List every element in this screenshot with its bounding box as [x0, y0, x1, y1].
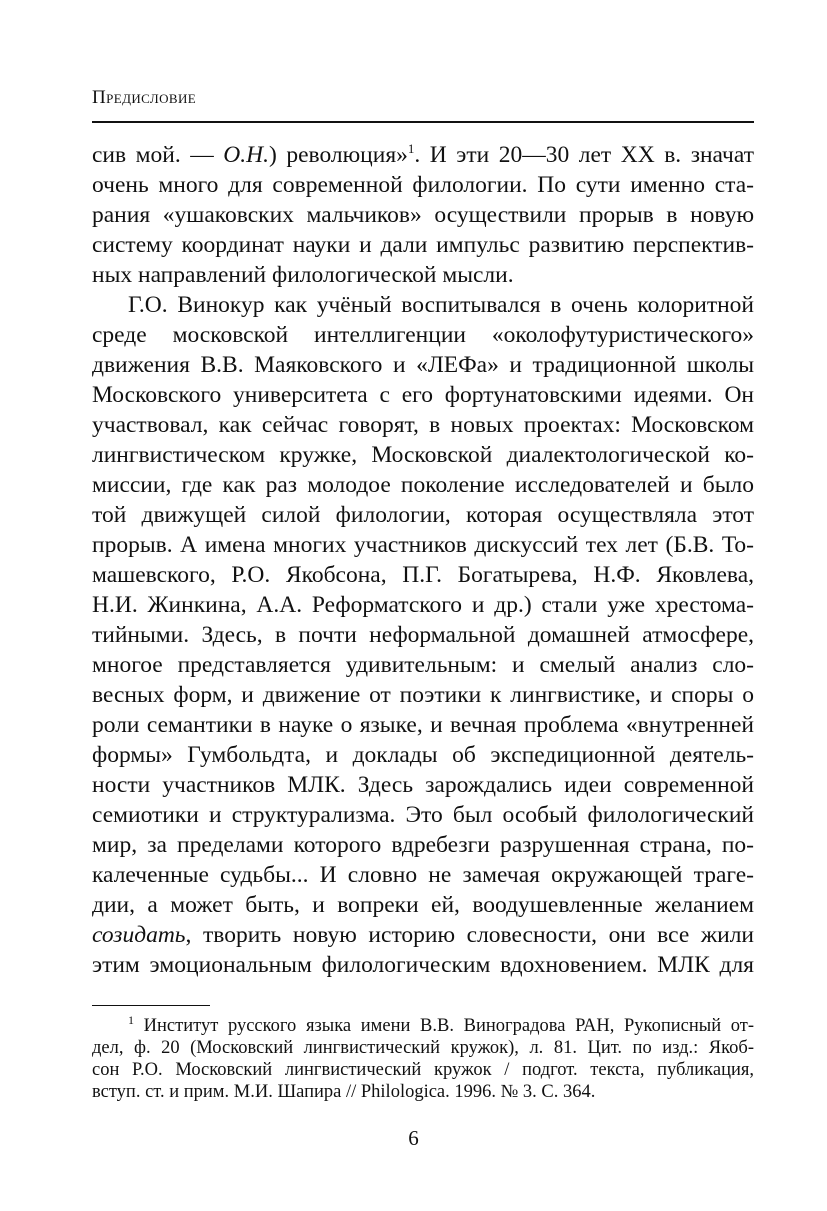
- text-line: сив мой. — О.Н.) революция»$^1$. И эти 20—30 лет XX в. значат: [92, 141, 754, 168]
- running-head: Предисловие: [92, 87, 197, 108]
- text-line: прорыв. А имена многих участников дискуссий тех лет (Б.В. То-: [92, 532, 754, 558]
- text-line: Н.И. Жинкина, А.А. Реформатского и др.) стали уже хрестома-: [92, 592, 754, 618]
- text-line: участвовал, как сейчас говорят, в новых проектах: Московском: [92, 412, 754, 438]
- text-line: рания «ушаковских мальчиков» осуществили прорыв в новую: [92, 202, 754, 228]
- italic-word: созидать: [92, 922, 186, 948]
- text-line: Московского университета с его фортунатовскими идеями. Он: [92, 382, 754, 408]
- text-line: созидать, творить новую историю словесности, они все жили: [92, 922, 754, 948]
- footnote-line: дел, ф. 20 (Московский лингвистический кружок), л. 81. Цит. по изд.: Якоб-: [92, 1038, 754, 1058]
- footnote-number: 1: [128, 1012, 134, 1027]
- body-text: [92, 140, 754, 980]
- text-line: Г.О. Винокур как учёный воспитывался в очень колоритной: [128, 292, 754, 318]
- text-line: ных направлений филологической мысли.: [92, 262, 514, 288]
- text-line: весных форм, и движение от поэтики к лингвистике, и споры о: [92, 682, 754, 708]
- text-line: машевского, Р.О. Якобсона, П.Г. Богатырева, Н.Ф. Яковлева,: [92, 562, 754, 588]
- text-line: дии, а может быть, и вопреки ей, воодушевленные желанием: [92, 892, 754, 918]
- text-line: лингвистическом кружке, Московской диалектологической ко-: [92, 442, 754, 468]
- text-line: очень много для современной филологии. По сути именно ста-: [92, 172, 754, 198]
- text-line: среде московской интеллигенции «околофутуристического»: [92, 322, 754, 348]
- text-line: роли семантики в науке о языке, и вечная проблема «внутренней: [92, 712, 754, 738]
- footnote-line: вступ. ст. и прим. М.И. Шапира // Philologica. 1996. № 3. С. 364.: [92, 1082, 596, 1102]
- text-line: ности участников МЛК. Здесь зарождались идеи современной: [92, 772, 754, 798]
- text-line: многое представляется удивительным: и смелый анализ сло-: [92, 652, 754, 678]
- italic-initials: О.Н.: [223, 142, 269, 168]
- text-line: мир, за пределами которого вдребезги разрушенная страна, по-: [92, 832, 754, 858]
- header-rule: [92, 121, 754, 123]
- text-line: этим эмоциональным филологическим вдохновением. МЛК для: [92, 952, 754, 978]
- footnote-rule: [92, 1005, 210, 1006]
- footnote-reference: 1: [407, 141, 415, 157]
- text-line: миссии, где как раз молодое поколение исследователей и было: [92, 472, 754, 498]
- page-number: 6: [408, 1126, 419, 1150]
- text-line: той движущей силой филологии, которая осуществляла этот: [92, 502, 754, 528]
- text-line: калеченные судьбы... И словно не замечая окружающей траге-: [92, 862, 754, 888]
- text-line: семиотики и структурализма. Это был особый филологический: [92, 802, 754, 828]
- text-line: движения В.В. Маяковского и «ЛЕФа» и традиционной школы: [92, 352, 754, 378]
- text-line: тийными. Здесь, в почти неформальной домашней атмосфере,: [92, 622, 754, 648]
- text-line: систему координат науки и дали импульс развитию перспектив-: [92, 232, 754, 258]
- text-line: формы» Гумбольдта, и доклады об экспедиционной деятель-: [92, 742, 754, 768]
- footnote-line: сон Р.О. Московский лингвистический кружок / подгот. текста, публикация,: [92, 1060, 754, 1080]
- footnote: [92, 1012, 754, 1103]
- footnote-line: $^1$ Институт русского языка имени В.В. Виноградова РАН, Рукописный от-: [128, 1012, 754, 1036]
